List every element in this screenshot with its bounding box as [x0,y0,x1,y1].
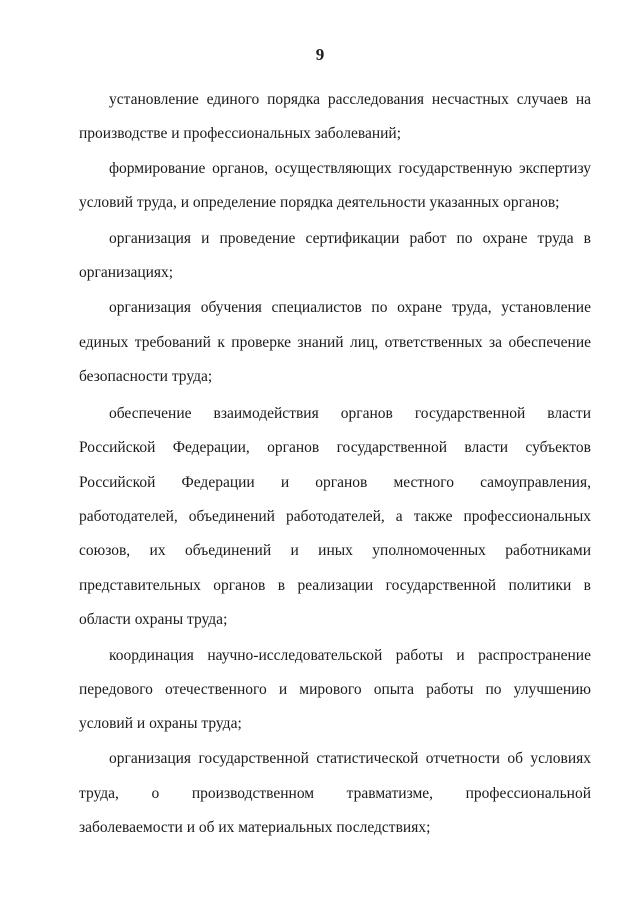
text-line: условий труда, и определение порядка деятельности указанных органов; [79,194,560,211]
text-line: труда, о производственном травматизме, профессиональной [79,785,591,802]
text-line: безопасности труда; [79,368,213,385]
text-line: организациях; [79,264,174,281]
text-line: обеспечение взаимодействия органов государственной власти [109,405,591,422]
text-line: единых требований к проверке знаний лиц, ответственных за обеспечение [79,334,591,351]
text-line: условий и охраны труда; [79,715,242,732]
text-line: области охраны труда; [79,611,228,628]
text-line: союзов, их объединений и иных уполномоченных работниками [79,542,591,559]
text-line: организация и проведение сертификации работ по охране труда в [109,230,591,247]
text-line: координация научно-исследовательской работы и распространение [109,647,591,664]
text-line: Российской Федерации и органов местного самоуправления, [79,474,591,491]
text-line: организация государственной статистической отчетности об условиях [109,750,591,767]
text-line: Российской Федерации, органов государственной власти субъектов [79,439,591,456]
text-line: формирование органов, осуществляющих государственную экспертизу [109,160,591,177]
text-line: производстве и профессиональных заболеваний; [79,125,402,142]
text-line: представительных органов в реализации государственной политики в [79,577,591,594]
text-line: организация обучения специалистов по охране труда, установление [109,299,591,316]
text-line: заболеваемости и об их материальных последствиях; [79,819,431,836]
text-line: работодателей, объединений работодателей, а также профессиональных [79,508,591,525]
text-line: установление единого порядка расследования несчастных случаев на [109,91,591,108]
text-line: передового отечественного и мирового опыта работы по улучшению [79,681,591,698]
page-number: 9 [315,45,325,64]
